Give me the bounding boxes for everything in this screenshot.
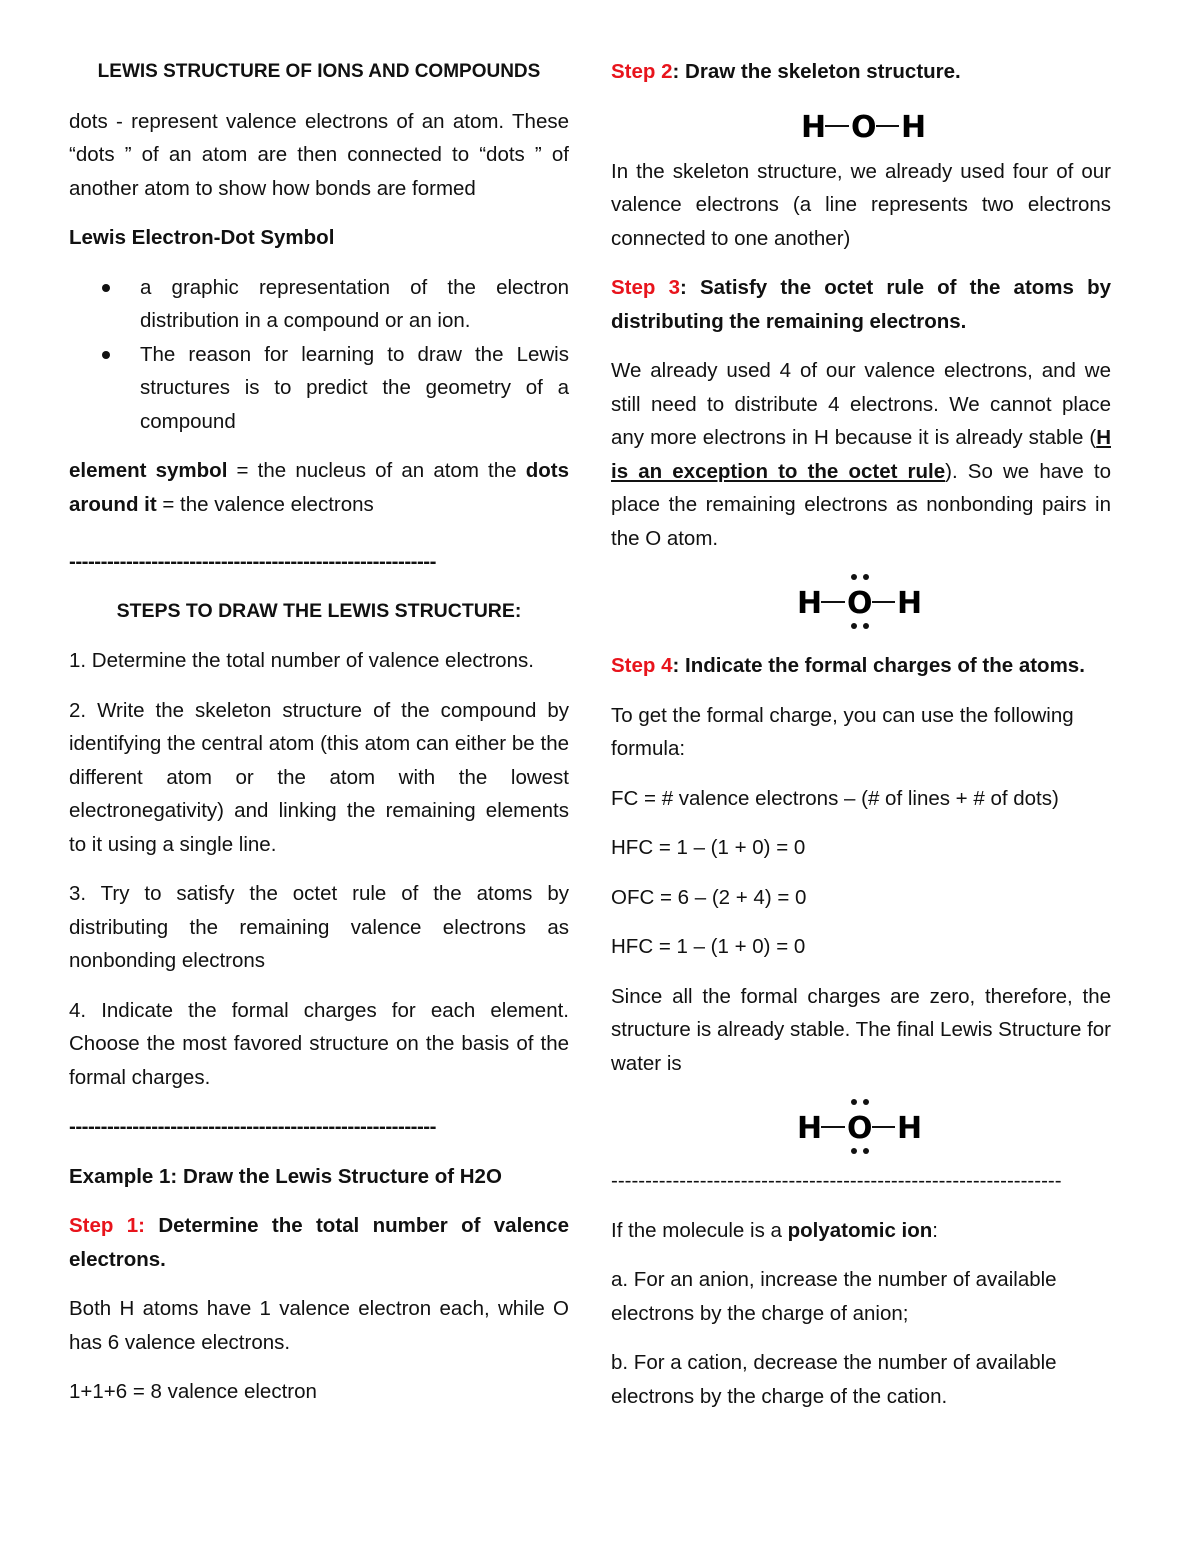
step1-text: Both H atoms have 1 valence electron each, while O has 6 valence electrons.: [69, 1297, 569, 1354]
final-lewis-structure-diagram: [781, 1096, 941, 1156]
lone-pair-dot: [863, 1148, 869, 1154]
lone-pair-dot: [863, 1099, 869, 1105]
bullet-icon: [102, 284, 110, 292]
h-atom-label: H: [897, 586, 923, 621]
step2-heading: Step 2: Draw the skeleton structure.: [611, 60, 961, 83]
list-item: The reason for learning to draw the Lewis structures is to predict the geometry of a compound: [69, 338, 569, 439]
h-atom-label: H: [797, 1111, 823, 1146]
polyatomic-text: If the molecule is a polyatomic ion:: [611, 1218, 938, 1242]
element-symbol-paragraph: element symbol = the nucleus of an atom the dots around it = the valence electrons: [69, 459, 569, 516]
formula: FC = # valence electrons – (# of lines + # of dots): [611, 786, 1059, 810]
step-item: 3. Try to satisfy the octet rule of the atoms by distributing the remaining valence electrons as nonbonding electrons: [69, 882, 569, 972]
steps-heading: STEPS TO DRAW THE LEWIS STRUCTURE:: [116, 599, 522, 622]
step1-calc: 1+1+6 = 8 valence electron: [69, 1380, 317, 1403]
bullet-icon: [102, 351, 110, 359]
lone-pair-dot: [863, 623, 869, 629]
example-heading: Example 1: Draw the Lewis Structure of H2O: [69, 1164, 502, 1188]
step3-text: We already used 4 of our valence electrons, and we still need to distribute 4 electrons. We cannot place any more electrons in H because it is already stable (H is an exception to the octet rule). So we have to place the remaining electrons as nonbonding pairs in the O atom.: [611, 359, 1111, 550]
step-item: 4. Indicate the formal charges for each element. Choose the most favored structure on the basis of the formal charges.: [69, 998, 569, 1089]
lone-pair-dot: [851, 623, 857, 629]
cation-rule: b. For a cation, decrease the number of available electrons by the charge of the cation.: [611, 1351, 1057, 1408]
lewis-heading: Lewis Electron-Dot Symbol: [69, 226, 335, 249]
page-title: LEWIS STRUCTURE OF IONS AND COMPOUNDS: [97, 61, 541, 82]
step-item: 1. Determine the total number of valence electrons.: [69, 649, 534, 672]
formal-charge-calc: OFC = 6 – (2 + 4) = 0: [611, 885, 807, 909]
step4-intro: To get the formal charge, you can use the following formula:: [611, 703, 1074, 760]
step4-heading: Step 4: Indicate the formal charges of the atoms.: [611, 654, 1085, 677]
o-atom-label: O: [847, 1111, 873, 1146]
step-item: 2. Write the skeleton structure of the compound by identifying the central atom (this atom can either be the different atom or the atom with the lowest electronegativity) and linking the remaining elements to it using a single line.: [69, 698, 569, 856]
list-item: a graphic representation of the electron distribution in a compound or an ion.: [69, 271, 569, 338]
anion-rule: a. For an anion, increase the number of available electrons by the charge of anion;: [611, 1268, 1057, 1325]
lone-pair-dot: [851, 1099, 857, 1105]
lone-pair-dot: [863, 574, 869, 580]
conclusion-text: Since all the formal charges are zero, therefore, the structure is already stable. The final Lewis Structure for water is: [611, 984, 1111, 1075]
h-atom-label: H: [797, 586, 823, 621]
h-atom-label: H: [901, 109, 927, 145]
divider: ------------------------------------------------------------------: [611, 1169, 1062, 1192]
step2-text: In the skeleton structure, we already used four of our valence electrons (a line represents two electrons connected to one another): [611, 159, 1111, 250]
definition-list: [69, 271, 569, 439]
h-atom-label: H: [897, 1111, 923, 1146]
step3-heading: Step 3: Satisfy the octet rule of the atoms by distributing the remaining electrons.: [611, 276, 1111, 333]
h-atom-label: H: [801, 109, 827, 145]
skeleton-structure-diagram: [781, 105, 941, 145]
divider: ----------------------------------------------------------: [69, 550, 436, 573]
formal-charge-calc: HFC = 1 – (1 + 0) = 0: [611, 935, 806, 958]
step1-heading: Step 1: Determine the total number of valence electrons.: [69, 1214, 569, 1271]
divider: ----------------------------------------------------------: [69, 1115, 436, 1138]
intro-paragraph: dots - represent valence electrons of an atom. These “dots ” of an atom are then connected to “dots ” of another atom to show how bonds are formed: [69, 109, 569, 200]
lone-pair-dot: [851, 574, 857, 580]
lewis-structure-diagram: [781, 571, 941, 631]
formal-charge-calc: HFC = 1 – (1 + 0) = 0: [611, 836, 806, 859]
right-column: [611, 55, 1111, 1429]
o-atom-label: O: [851, 109, 877, 145]
lone-pair-dot: [851, 1148, 857, 1154]
o-atom-label: O: [847, 586, 873, 621]
left-column: [69, 55, 569, 1425]
